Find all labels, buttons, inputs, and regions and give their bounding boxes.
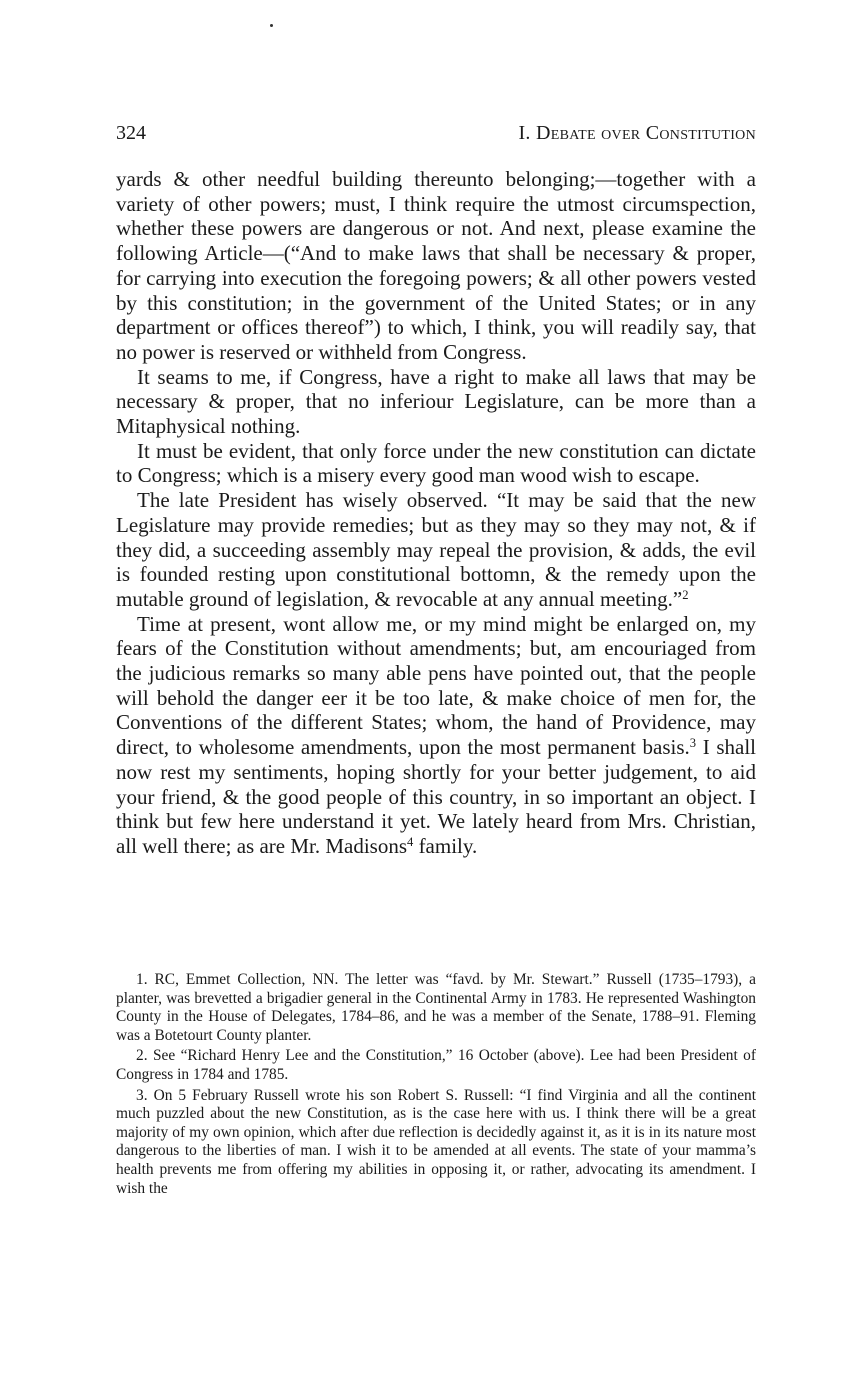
footnote-3: 3. On 5 February Russell wrote his son Robert S. Russell: “I find Virginia and all the continent much puzzled about the new Constitution, as is the case here with us. I think there will be a great majority of my own opinion, which after due reflection is decidedly against it, as it is in its nature most dangerous to the liberties of man. I wish it to be amended at all events. The state of your mamma’s health prevents me from offering my abilities in opposing it, or rather, advocating its amendment. I wish the [116, 1086, 756, 1197]
footnote-ref-3[interactable]: 3 [689, 736, 697, 751]
running-head [116, 120, 756, 146]
paragraph-2: It seams to me, if Congress, have a right to make all laws that may be necessary & proper, that no inferiour Legislature, can be more than a Mitaphysical nothing. [116, 364, 756, 439]
footnote-ref-2[interactable]: 2 [682, 588, 689, 603]
letter-body [116, 167, 756, 859]
running-title: I. Debate over Constitution [518, 122, 756, 144]
print-speck [270, 24, 273, 27]
footnote-2: 2. See “Richard Henry Lee and the Constitution,” 16 October (above). Lee had been President of Congress in 1784 and 1785. [116, 1047, 756, 1083]
paragraph-5-text-a: Time at present, wont allow me, or my mind might be enlarged on, my fears of the Constitution without amendments; but, am encouriaged from the judicious remarks so many able pens have pointed out, that the people will behold the danger eer it be too late, & make choice of men for, the Conventions of the different States; whom, the hand of Providence, may direct, to wholesome amendments, upon the most permanent basis. [116, 611, 756, 760]
page-number: 324 [116, 122, 146, 144]
footnotes [116, 971, 756, 1200]
footnote-ref-4[interactable]: 4 [407, 835, 414, 850]
footnote-1: 1. RC, Emmet Collection, NN. The letter was “favd. by Mr. Stewart.” Russell (1735–1793), a planter, was brevetted a brigadier general in the Continental Army in 1783. He represented Washington County in the House of Delegates, 1784–86, and he was a member of the Senate, 1788–91. Fleming was a Botetourt County planter. [116, 971, 756, 1044]
paragraph-5-text-c: family. [413, 833, 478, 858]
paragraph-5 [116, 612, 756, 859]
paragraph-5-text-b: I shall now rest my sentiments, hoping shortly for your better judgement, to aid your friend, & the good people of this country, in so important an object. I think but few here understand it yet. We lately heard from Mrs. Christian, all well there; as are Mr. Madisons [116, 735, 756, 858]
paragraph-4 [116, 488, 756, 612]
paragraph-4-text: The late President has wisely observed. “It may be said that the new Legislature may provide remedies; but as they may so they may not, & if they did, a succeeding assembly may repeal the provision, & adds, the evil is founded resting upon constitutional bottomn, & the remedy upon the mutable ground of legislation, & revocable at any annual meeting.” [116, 488, 756, 611]
paragraph-1: yards & other needful building thereunto belonging;—together with a variety of other powers; must, I think require the utmost circumspection, whether these powers are dangerous or not. And next, please examine the following Article—(“And to make laws that shall be necessary & proper, for carrying into execution the foregoing powers; & all other powers vested by this constitution; in the government of the United States; or in any department or offices thereof”) to which, I think, you will readily say, that no power is reserved or withheld from Congress. [116, 167, 756, 364]
paragraph-3: It must be evident, that only force under the new constitution can dictate to Congress; which is a misery every good man wood wish to escape. [116, 438, 756, 488]
